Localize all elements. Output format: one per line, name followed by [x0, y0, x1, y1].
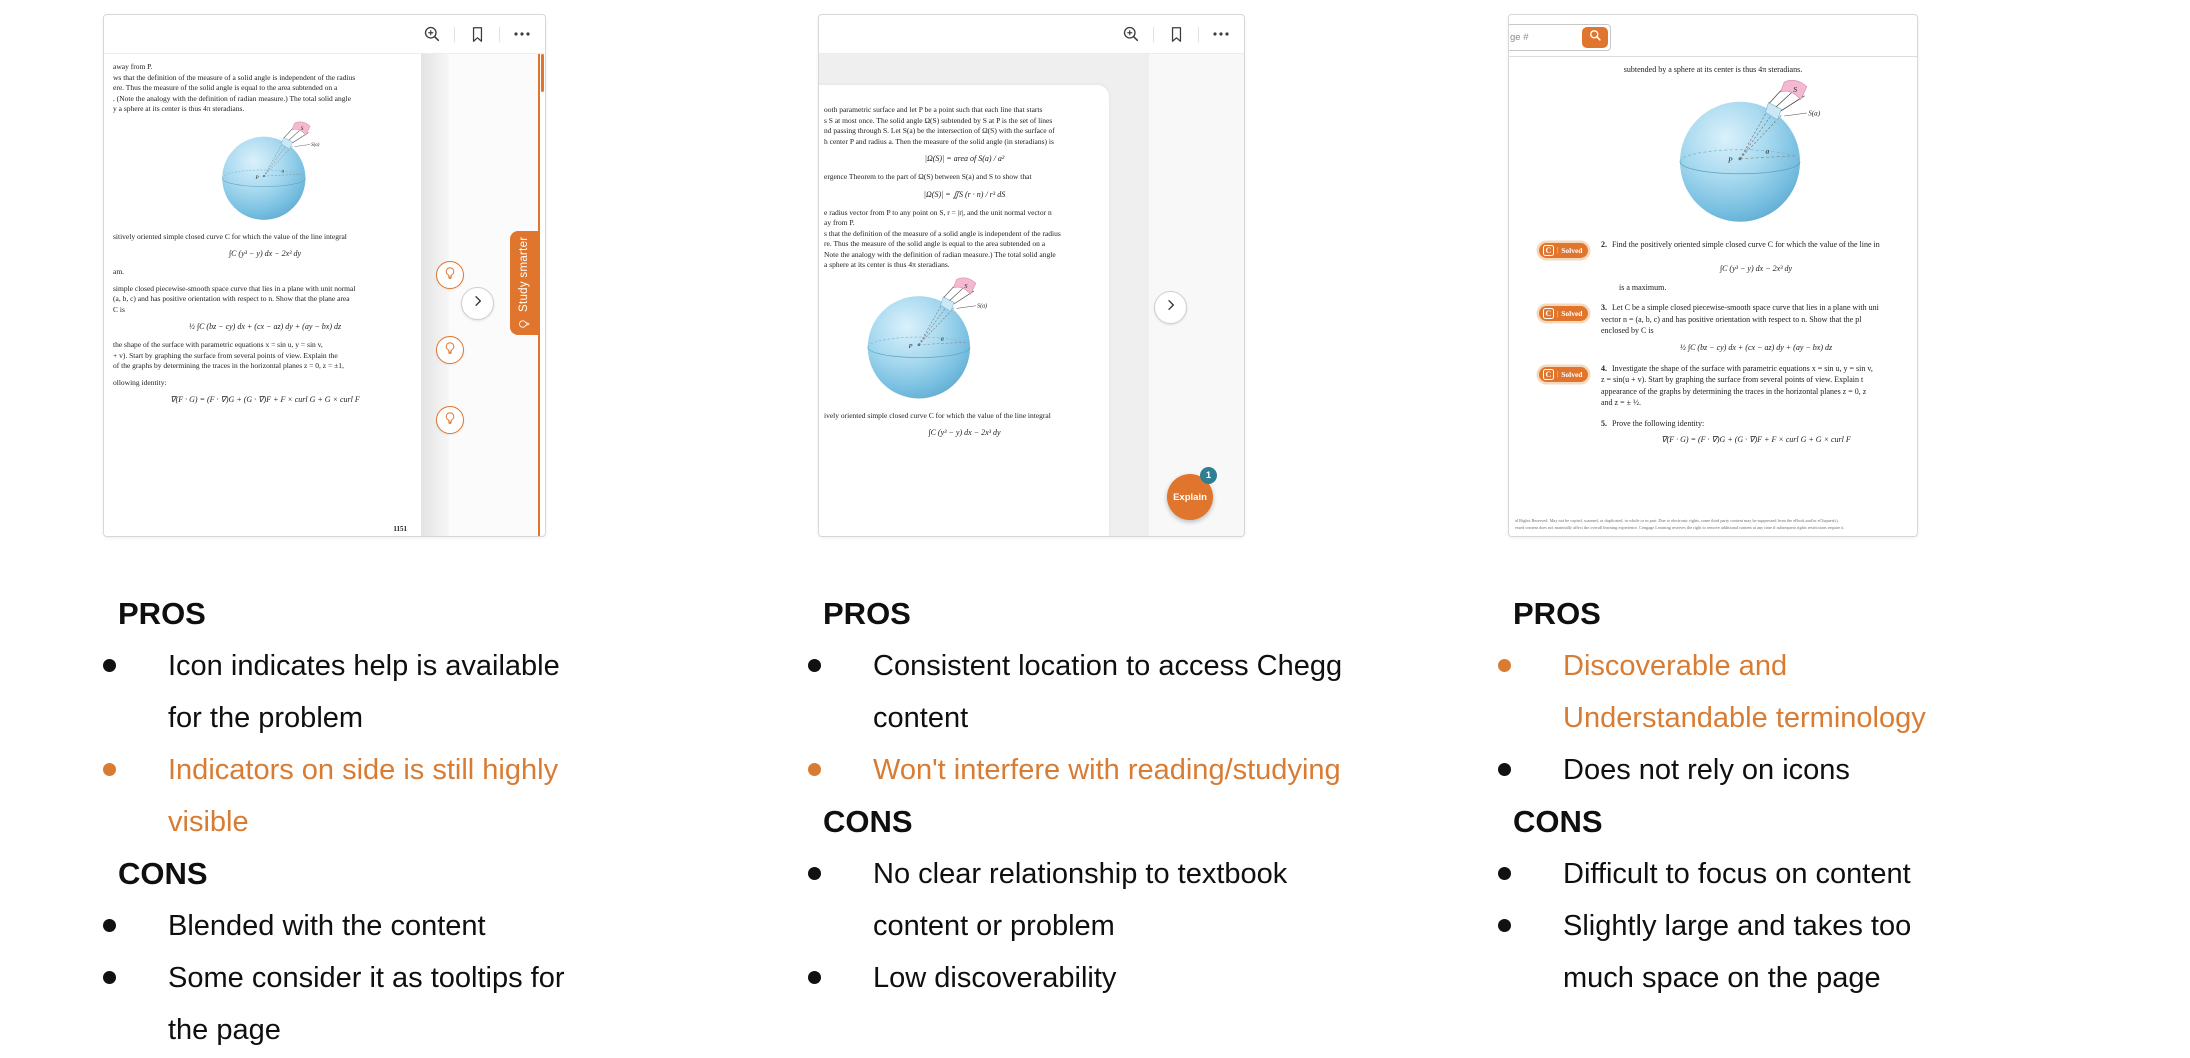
reader-topbar [1509, 15, 1917, 57]
bullet-marker [103, 744, 168, 848]
problem-number: 5. [1601, 418, 1607, 428]
review-bullet-text: Indicators on side is still highly visible [168, 754, 559, 838]
study-smarter-tab[interactable] [510, 231, 538, 335]
svg-text:a: a [1765, 146, 1770, 155]
bullet-marker [103, 640, 168, 744]
book-paragraph: sitively oriented simple closed curve C for which the value of the line integral [113, 231, 347, 241]
review-bullet-item [103, 640, 578, 744]
chegg-logo-letter: C [1543, 308, 1554, 319]
book-paragraph: am. [113, 267, 125, 276]
book-paragraph: simple closed piecewise-smooth space curve that lies in a plane with unit normal (a, b, c) and has positive orientation with respect to n. Show that the plane area C is [113, 283, 356, 314]
explain-button[interactable] [1167, 470, 1213, 520]
book-formula: |Ω(S)| = ∬S (r · n) / r³ dS [923, 189, 1006, 199]
problem-number: 2. [1601, 239, 1607, 249]
pros-heading: PROS [823, 596, 911, 631]
chegg-logo-letter: C [1543, 369, 1554, 380]
lightbulb-icon [443, 266, 457, 285]
toolbar-divider [1198, 27, 1199, 42]
sphere-figure [1671, 79, 1911, 230]
chegg-solved-badge[interactable]: C | Solved [1539, 306, 1588, 321]
book-paragraph: is a maximum. [1619, 282, 1667, 292]
sphere-figure [860, 277, 1105, 406]
bullet-marker [1498, 640, 1563, 744]
book-paragraph: ollowing identity: [113, 377, 167, 387]
svg-text:S(a): S(a) [977, 303, 988, 310]
page-number: 1151 [393, 525, 407, 533]
problem-number: 3. [1601, 303, 1607, 312]
book-formula: ∫C (y³ − y) dx − 2x³ dy [1719, 263, 1793, 273]
review-bullet-text: Low discoverability [873, 962, 1117, 994]
solved-badge-label: Solved [1561, 245, 1583, 255]
pros-heading: PROS [118, 596, 206, 631]
cons-heading: CONS [118, 856, 208, 891]
svg-text:P: P [908, 342, 913, 350]
bullet-marker [808, 848, 873, 952]
svg-text:S: S [300, 125, 304, 132]
screenshot-panel-floating-explain [818, 14, 1245, 537]
bullet-marker [103, 952, 168, 1056]
svg-text:P: P [255, 174, 259, 181]
bullet-marker [808, 744, 873, 796]
next-page-button[interactable] [1154, 291, 1187, 324]
study-smarter-tab-label: Study smarter [518, 236, 530, 312]
book-formula: ½ ∫C (bz − cy) dx + (cx − az) dy + (ay − bx) dz [1679, 342, 1833, 352]
lightbulb-icon [443, 341, 457, 360]
svg-text:S(a): S(a) [311, 142, 320, 148]
svg-text:a: a [940, 334, 944, 342]
review-bullet-text: Consistent location to access Chegg content [873, 650, 1343, 734]
textbook-page [1509, 57, 1917, 536]
bullet-marker [808, 952, 873, 1004]
explain-button-label: Explain [1173, 491, 1207, 503]
search-icon [1588, 28, 1603, 48]
bullet-marker [808, 640, 873, 744]
screenshot-panel-solved-badges [1508, 14, 1918, 537]
book-paragraph: ooth parametric surface and let P be a point such that each line that starts s S at most once. The solid angle Ω(S) subtended by S at P is the set of lines nd passing through S. Let S(a) be the intersection of Ω(S) with the surface of h center P and radius a. Then the measure of the solid angle (in steradians) is [824, 105, 1055, 146]
review-bullet-item [808, 744, 1348, 796]
bookmark-icon[interactable] [1165, 23, 1187, 45]
chevron-right-icon [470, 293, 486, 314]
problem-row: 5. Prove the following identity: [1601, 418, 1705, 428]
review-bullet-text: Blended with the content [168, 910, 486, 942]
review-bullet-text: No clear relationship to textbook content or problem [873, 858, 1288, 942]
more-options-icon[interactable] [1210, 23, 1232, 45]
bullet-marker [1498, 744, 1563, 796]
review-column-floating-explain [808, 588, 1348, 1004]
reader-toolbar [104, 15, 545, 54]
review-bullet-text: Won't interfere with reading/studying [873, 754, 1341, 786]
more-options-icon[interactable] [511, 23, 533, 45]
book-paragraph: subtended by a sphere at its center is thus 4π steradians. [1623, 65, 1803, 74]
review-bullet-text: Slightly large and takes too much space on the page [1563, 910, 1912, 994]
help-indicator-lightbulb-button[interactable] [436, 336, 464, 364]
review-bullet-item [1498, 640, 1968, 744]
book-formula: ∫C (y³ − y) dx − 2x³ dy [228, 249, 302, 258]
problem-row: C | Solved 4. Investigate the shape of the surface with parametric equations x = sin u, y = sin v, z = sin(u + v). Start by graphing the surface from several points of view. Explain t appearance of the graphs by determining the traces in the horizontal planes z = 0, z and z = ± ½. [1515, 363, 1911, 409]
drawer-edge-line [538, 54, 540, 536]
pros-heading: PROS [1513, 596, 1601, 631]
page-search-placeholder: ge # [1510, 32, 1529, 43]
scrollbar-thumb[interactable] [541, 54, 545, 92]
review-bullet-item [1498, 744, 1968, 796]
lightbulb-icon [518, 318, 530, 330]
book-paragraph: ively oriented simple closed curve C for which the value of the line integral [824, 410, 1051, 420]
svg-text:P: P [1728, 155, 1733, 164]
book-formula: ∇(F · G) = (F · ∇)G + (G · ∇)F + F × curl G + G × curl F [1661, 435, 1851, 444]
review-bullet-item [1498, 848, 1968, 900]
toolbar-divider [499, 27, 500, 42]
review-bullet-item [808, 952, 1348, 1004]
book-formula: ∇(F · G) = (F · ∇)G + (G · ∇)F + F × curl G + G × curl F [170, 395, 360, 404]
page-search-input[interactable] [1508, 24, 1611, 51]
next-page-button[interactable] [461, 287, 494, 320]
copyright-fineprint: al Rights Reserved. May not be copied, scanned, or duplicated, in whole or in part. Due to electronic rights, some third party content may be suppressed from the eBook and/or eChapter(s). essed content does not materially affect the overall learning experience. Cengage Learning reserves the right to remove additional content at any time if subsequent rights restrictions require it. [1515, 518, 1845, 530]
book-paragraph: ergence Theorem to the part of Ω(S) between S(a) and S to show that [824, 172, 1032, 181]
review-bullet-item [103, 952, 578, 1056]
book-paragraph: e radius vector from P to any point on S, r = |r|, and the unit normal vector n ay from P. s that the definition of the measure of a solid angle is independent of the radius re. Thus the measure of the solid angle is equal to the area subtended on a Note the analogy with the definition of radian measure.) The total solid angle a sphere at its center is thus 4π steradians. [824, 207, 1061, 269]
page-edge-shadow [421, 54, 449, 536]
help-indicator-lightbulb-button[interactable] [436, 261, 464, 289]
svg-text:S(a): S(a) [1808, 108, 1821, 117]
svg-text:S: S [964, 282, 968, 290]
lightbulb-icon [443, 411, 457, 430]
review-bullet-text: Some consider it as tooltips for the page [168, 962, 565, 1046]
book-formula: ∫C (y³ − y) dx − 2x³ dy [928, 428, 1001, 437]
review-bullet-text: Discoverable and Understandable terminology [1563, 650, 1926, 734]
reader-toolbar [819, 15, 1244, 54]
help-indicator-lightbulb-button[interactable] [436, 406, 464, 434]
svg-text:a: a [281, 168, 285, 175]
toolbar-divider [1153, 27, 1154, 42]
review-bullet-text: Difficult to focus on content [1563, 858, 1911, 890]
zoom-in-icon[interactable] [421, 23, 443, 45]
cons-heading: CONS [1513, 804, 1603, 839]
book-paragraph: away from P. ws that the definition of the measure of a solid angle is independent of the radius ere. Thus the measure of the solid angle is equal to the area subtended on a . (Note the analogy with the definition of radian measure.) The total solid angle y a sphere at its center is thus 4π steradians. [113, 62, 356, 113]
solved-badge-label: Solved [1561, 369, 1583, 379]
textbook-page [819, 85, 1109, 536]
book-paragraph: the shape of the surface with parametric equations x = sin u, y = sin v, + v). Start by graphing the surface from several points of view. Explain the of the graphs by determining the traces in the horizontal planes z = 0, z = ±1, [113, 340, 344, 370]
review-bullet-item [103, 900, 578, 952]
review-column-inline-indicators [103, 588, 578, 1056]
bullet-marker [1498, 900, 1563, 1004]
review-column-solved-badges [1498, 588, 1968, 1004]
toolbar-divider [454, 27, 455, 42]
problem-row: C | Solved 3. Let C be a simple closed piecewise-smooth space curve that lies in a plane with uni vector n = (a, b, c) and has positive orientation with respect to n. Show that the pl enclosed by C is [1515, 302, 1911, 337]
chegg-logo-letter: C [1543, 245, 1554, 256]
svg-text:S: S [1793, 84, 1797, 94]
solved-badge-label: Solved [1561, 309, 1583, 318]
sphere-figure [216, 121, 417, 227]
chegg-solved-badge[interactable]: C | Solved [1539, 367, 1588, 382]
search-button[interactable] [1582, 27, 1608, 48]
review-bullet-item [808, 848, 1348, 952]
review-bullet-text: Icon indicates help is available for the problem [168, 650, 560, 734]
bookmark-icon[interactable] [466, 23, 488, 45]
explain-count-badge: 1 [1200, 467, 1217, 484]
screenshot-panel-inline-indicators [103, 14, 546, 537]
bullet-marker [103, 900, 168, 952]
zoom-in-icon[interactable] [1120, 23, 1142, 45]
chegg-solved-badge[interactable]: C | Solved [1539, 243, 1588, 258]
review-bullet-item [808, 640, 1348, 744]
review-bullet-text: Does not rely on icons [1563, 754, 1850, 786]
cons-heading: CONS [823, 804, 913, 839]
problem-row: C | Solved 2. Find the positively oriented simple closed curve C for which the value of the line in [1515, 239, 1911, 258]
problem-number: 4. [1601, 363, 1607, 373]
review-bullet-item [103, 744, 578, 848]
book-formula: |Ω(S)| = area of S(a) / a² [924, 154, 1005, 163]
textbook-page [104, 54, 421, 536]
book-formula: ½ ∫C (bz − cy) dx + (cx − az) dy + (ay − bx) dz [188, 322, 342, 331]
bullet-marker [1498, 848, 1563, 900]
chevron-right-icon [1163, 297, 1179, 318]
review-bullet-item [1498, 900, 1968, 1004]
